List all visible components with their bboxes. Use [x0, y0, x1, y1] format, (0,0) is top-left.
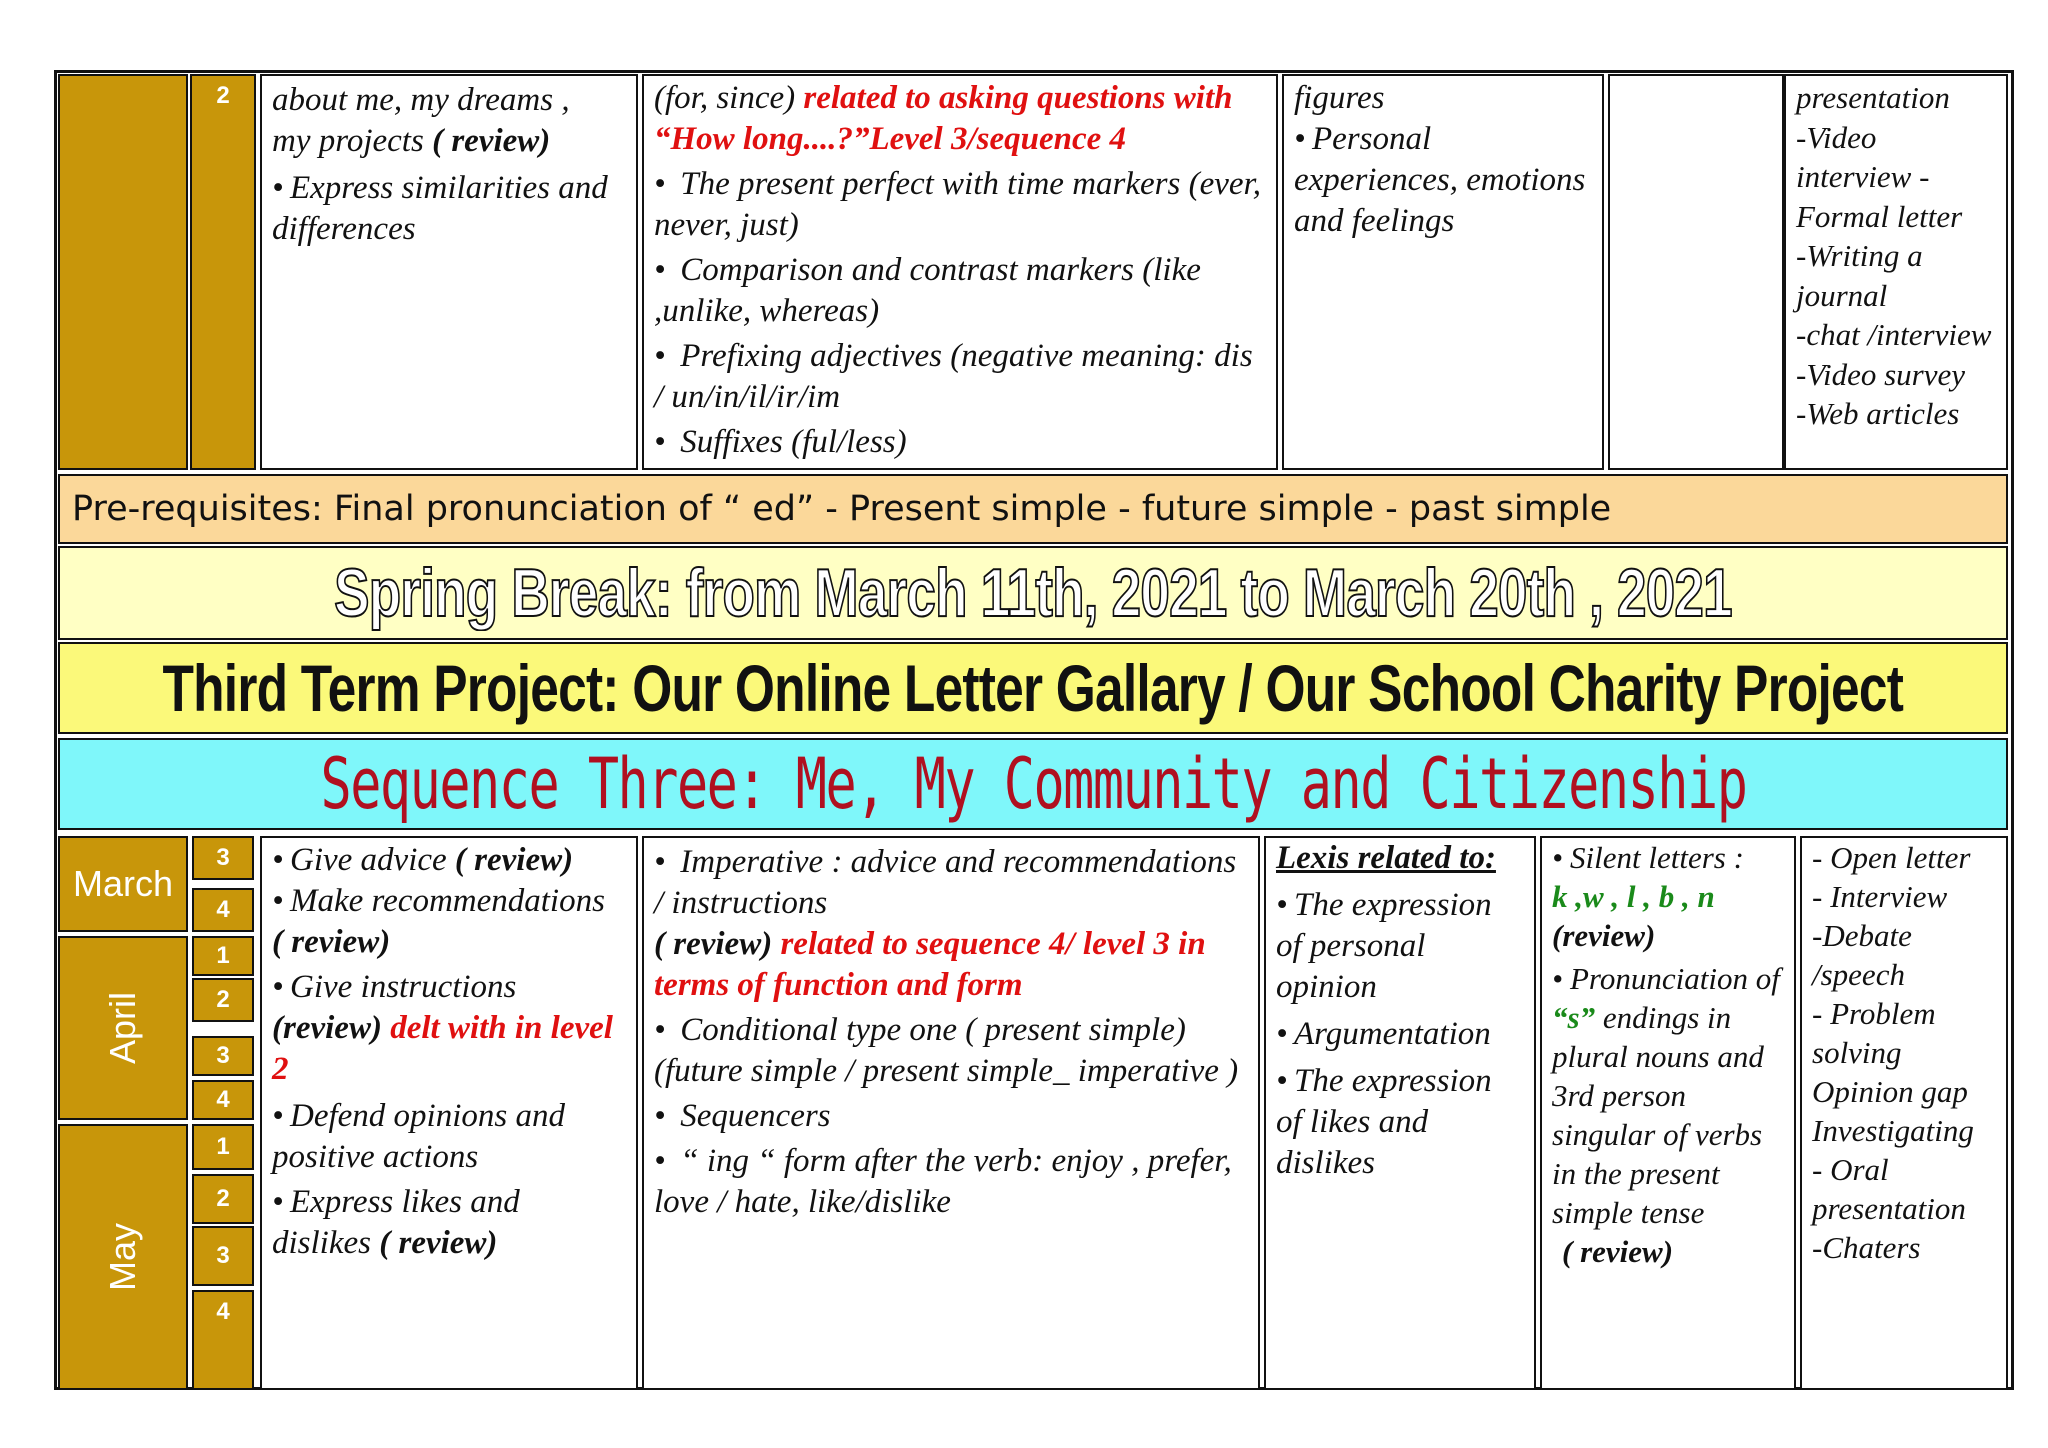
week-cell: 3: [192, 1226, 254, 1286]
week-cell: 4: [192, 1290, 254, 1390]
project-band: [58, 642, 2008, 734]
month-cell-top: [58, 74, 188, 470]
lexis-cell-bottom: Lexis related to: • The expression of personal opinion • Argumentation • The expression of likes and dislikes: [1264, 836, 1536, 1390]
project-text: Third Term Project: Our Online Letter Gallary / Our School Charity Project: [162, 651, 1904, 725]
week-cell: 3: [192, 836, 254, 880]
objectives-cell-bottom: • Give advice ( review) • Make recommendations ( review) • Give instructions (review) delt with in level 2 • Defend opinions and positive actions • Express likes and dislikes ( review): [260, 836, 638, 1390]
month-april: April: [58, 936, 188, 1120]
grammar-cell-top: (for, since) related to asking questions with “How long....?”Level 3/sequence 4 • The present perfect with time markers (ever, never, just) • Comparison and contrast markers (like ,unlike, whereas) • Prefixing adjectives (negative meaning: dis / un/in/il/ir/im • Suffixes (ful/less): [642, 74, 1278, 470]
spring-break-band: [58, 546, 2008, 640]
month-march: March: [58, 836, 188, 932]
pronunciation-cell-top: [1608, 74, 1784, 470]
sequence-band: [58, 738, 2008, 830]
objectives-cell-top: about me, my dreams , my projects ( review) • Express similarities and differences: [260, 74, 638, 470]
week-cell: 1: [192, 936, 254, 976]
sequence-title: Sequence Three: Me, My Community and Citizenship: [320, 743, 1746, 825]
week-cell: 4: [192, 1080, 254, 1120]
week-cell: 4: [192, 888, 254, 932]
week-cell: 1: [192, 1124, 254, 1170]
lexis-cell-top: figures • Personal experiences, emotions and feelings: [1282, 74, 1604, 470]
month-may: May: [58, 1124, 188, 1390]
pronunciation-cell-bottom: • Silent letters : k ,w , l , b , n (review) • Pronunciation of “s” endings in plural nouns and 3rd person singular of verbs in the present simple tense ( review): [1540, 836, 1796, 1390]
prerequisites-text: Pre-requisites: Final pronunciation of “ ed” - Present simple - future simple - past simple: [72, 489, 1612, 529]
tasks-cell-top: presentation -Video interview - Formal letter -Writing a journal -chat /interview -Video survey -Web articles: [1784, 74, 2008, 470]
grammar-cell-bottom: • Imperative : advice and recommendations / instructions ( review) related to sequence 4/ level 3 in terms of function and form • Conditional type one ( present simple) (future simple / present simple_ imperative ) • Sequencers • “ ing “ form after the verb: enjoy , prefer, love / hate, like/dislike: [642, 836, 1260, 1390]
tasks-cell-bottom: - Open letter - Interview -Debate /speech - Problem solving Opinion gap Investigating - Oral presentation -Chaters: [1800, 836, 2008, 1390]
prerequisites-band: [58, 474, 2008, 544]
week-cell: 3: [192, 1036, 254, 1076]
week-cell: 2: [192, 978, 254, 1022]
week-cell: 2: [190, 74, 256, 470]
week-cell: 2: [192, 1174, 254, 1224]
spring-break-text: Spring Break: from March 11th, 2021 to March 20th , 2021: [334, 555, 1732, 631]
